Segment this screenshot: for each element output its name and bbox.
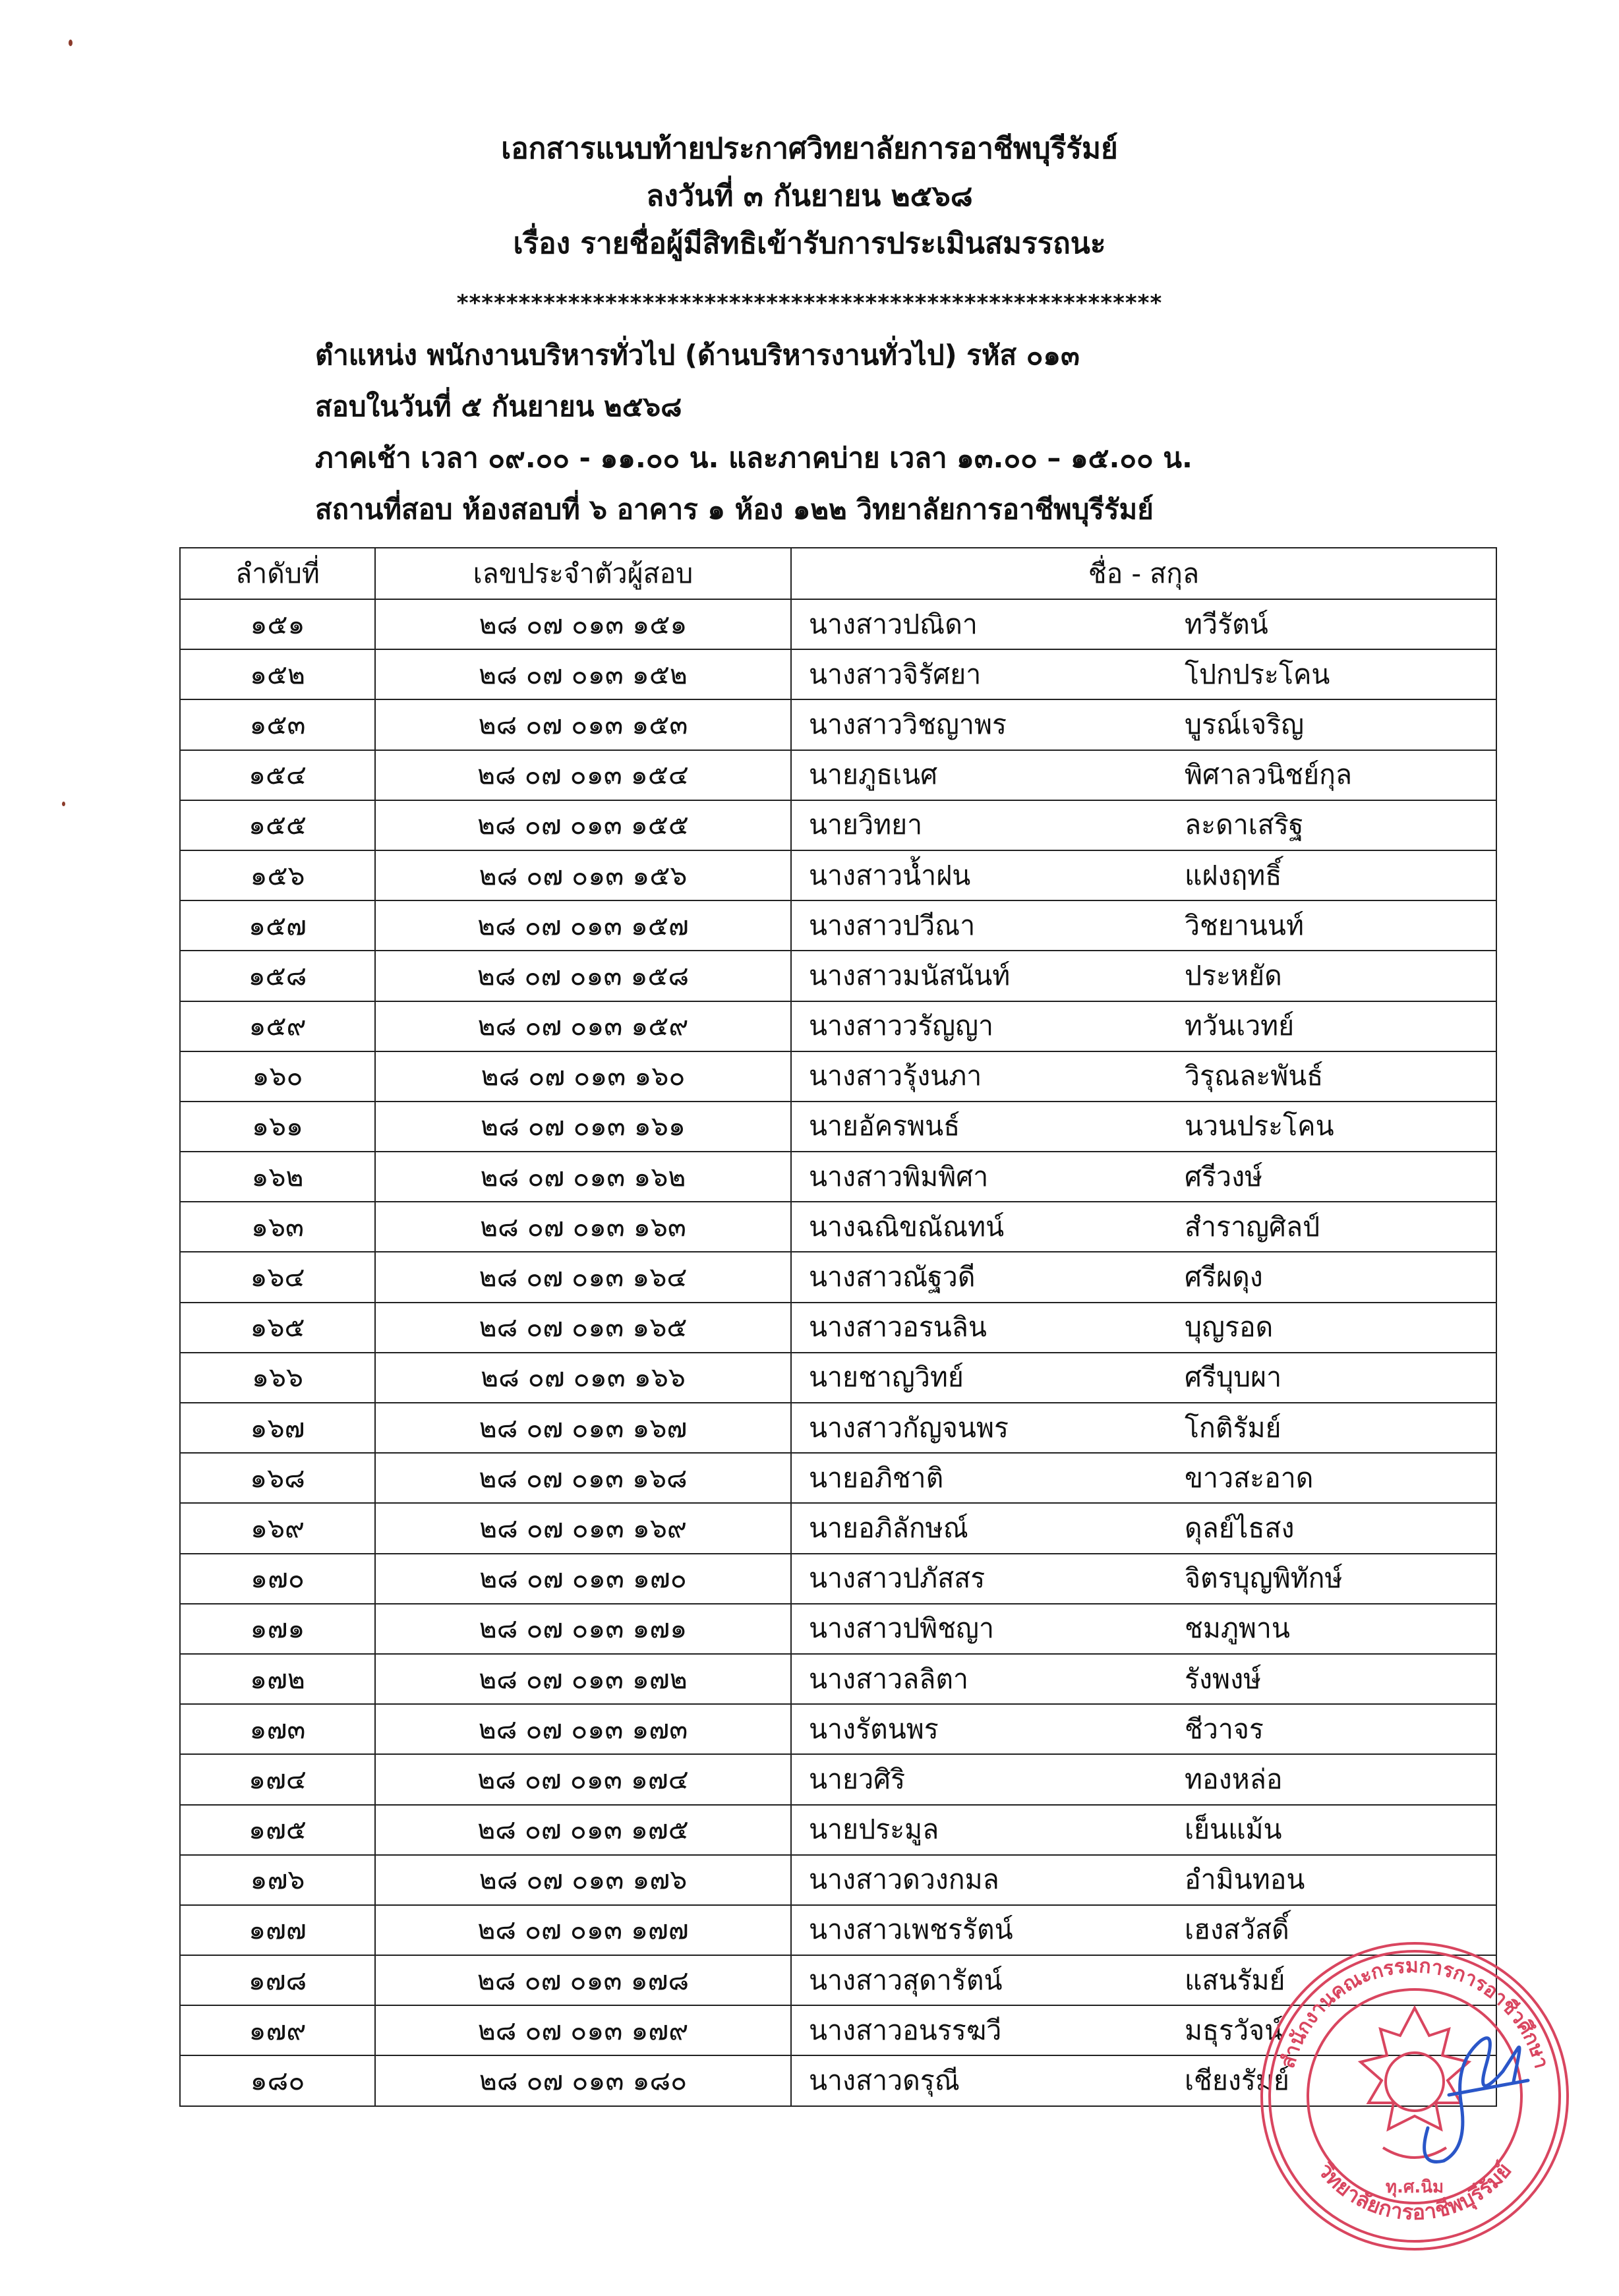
table-row	[180, 1453, 1496, 1503]
first-name: นางสาวปพิชญา	[809, 1612, 994, 1645]
cell-full-name	[791, 599, 1496, 649]
first-name: นางสาวกัญจนพร	[809, 1411, 1009, 1444]
cell-exam-id: ๒๘ ๐๗ ๐๑๓ ๑๗๗	[375, 1905, 791, 1955]
first-name: นางรัตนพร	[809, 1713, 939, 1745]
cell-full-name	[791, 1252, 1496, 1302]
cell-no: ๑๗๓	[180, 1704, 375, 1754]
cell-no: ๑๕๒	[180, 649, 375, 699]
first-name: นางสาวณัฐวดี	[809, 1261, 976, 1293]
cell-full-name	[791, 1805, 1496, 1855]
cell-exam-id: ๒๘ ๐๗ ๐๑๓ ๑๖๖	[375, 1353, 791, 1403]
cell-no: ๑๖๘	[180, 1453, 375, 1503]
first-name: นางสาวมนัสนันท์	[809, 959, 1011, 991]
cell-exam-id: ๒๘ ๐๗ ๐๑๓ ๑๗๒	[375, 1654, 791, 1704]
cell-full-name	[791, 699, 1496, 750]
cell-exam-id: ๒๘ ๐๗ ๐๑๓ ๑๖๒	[375, 1152, 791, 1202]
table-row	[180, 951, 1496, 1001]
last-name: บุญรอด	[1185, 1311, 1274, 1343]
last-name: เฮงสวัสดิ์	[1185, 1914, 1289, 1946]
table-body	[180, 599, 1496, 2106]
first-name: นายอภิลักษณ์	[809, 1512, 968, 1544]
cell-no: ๑๖๔	[180, 1252, 375, 1302]
cell-full-name	[791, 1403, 1496, 1453]
first-name: นายอภิชาติ	[809, 1461, 944, 1494]
table-row	[180, 1252, 1496, 1302]
last-name: อำมินทอน	[1185, 1864, 1305, 1896]
first-name: นายภูธเนศ	[809, 759, 938, 791]
seal-ring-text-bottom: วิทยาลัยการอาชีพบุรีรัมย์	[1312, 2158, 1517, 2225]
first-name: นายวศิริ	[809, 1763, 906, 1795]
cell-full-name	[791, 1051, 1496, 1102]
cell-no: ๑๕๑	[180, 599, 375, 649]
position-line: ตำแหน่ง พนักงานบริหารทั่วไป (ด้านบริหารงานทั่วไป) รหัส ๐๑๓	[315, 339, 1080, 371]
cell-full-name	[791, 1754, 1496, 1804]
last-name: ทวันเวทย์	[1185, 1010, 1295, 1042]
last-name: สำราญศิลป์	[1185, 1210, 1320, 1243]
table-row	[180, 900, 1496, 951]
cell-exam-id: ๒๘ ๐๗ ๐๑๓ ๑๗๙	[375, 2005, 791, 2055]
table-row	[180, 1303, 1496, 1353]
cell-exam-id: ๒๘ ๐๗ ๐๑๓ ๑๖๓	[375, 1202, 791, 1252]
cell-no: ๑๕๖	[180, 850, 375, 900]
cell-exam-id: ๒๘ ๐๗ ๐๑๓ ๑๕๘	[375, 951, 791, 1001]
cell-no: ๑๖๐	[180, 1051, 375, 1102]
first-name: นางสาวปณิดา	[809, 608, 978, 640]
cell-full-name	[791, 1303, 1496, 1353]
document-header	[0, 129, 1619, 272]
cell-no: ๑๖๓	[180, 1202, 375, 1252]
cell-no: ๑๖๑	[180, 1102, 375, 1152]
last-name: แฝงฤทธิ์	[1185, 859, 1282, 891]
cell-full-name	[791, 1102, 1496, 1152]
first-name: นางสาววิชญาพร	[809, 708, 1007, 740]
first-name: นางสาวอรนลิน	[809, 1311, 987, 1343]
last-name: ทวีรัตน์	[1185, 608, 1268, 640]
cell-exam-id: ๒๘ ๐๗ ๐๑๓ ๑๗๔	[375, 1754, 791, 1804]
table-row	[180, 1403, 1496, 1453]
last-name: ศรีผดุง	[1185, 1261, 1263, 1293]
first-name: นางสาวอนรรฆวี	[809, 2014, 1002, 2046]
cell-no: ๑๕๔	[180, 750, 375, 800]
header-full-name: ชื่อ - สกุล	[791, 548, 1496, 599]
first-name: นางฉณิขณัณทน์	[809, 1210, 1005, 1243]
cell-exam-id: ๒๘ ๐๗ ๐๑๓ ๑๗๕	[375, 1805, 791, 1855]
last-name: วิรุณละพันธ์	[1185, 1060, 1324, 1092]
cell-no: ๑๗๔	[180, 1754, 375, 1804]
last-name: แสนรัมย์	[1185, 1964, 1285, 1996]
cell-full-name	[791, 900, 1496, 951]
table-row	[180, 1001, 1496, 1051]
exam-place-line: สถานที่สอบ ห้องสอบที่ ๖ อาคาร ๑ ห้อง ๑๒๒ วิทยาลัยการอาชีพบุรีรัมย์	[315, 493, 1154, 525]
table-row	[180, 1152, 1496, 1202]
cell-full-name	[791, 1001, 1496, 1051]
table-row	[180, 1554, 1496, 1604]
last-name: จิตรบุญพิทักษ์	[1185, 1562, 1343, 1595]
last-name: ขาวสะอาด	[1185, 1461, 1314, 1494]
exam-time-line: ภาคเช้า เวลา ๐๙.๐๐ - ๑๑.๐๐ น. และภาคบ่าย เวลา ๑๓.๐๐ – ๑๕.๐๐ น.	[315, 442, 1192, 474]
last-name: ทองหล่อ	[1185, 1763, 1283, 1795]
cell-no: ๑๗๘	[180, 1955, 375, 2005]
last-name: พิศาลวนิชย์กุล	[1185, 759, 1353, 791]
last-name: บูรณ์เจริญ	[1185, 708, 1305, 740]
first-name: นายวิทยา	[809, 809, 923, 841]
cell-exam-id: ๒๘ ๐๗ ๐๑๓ ๑๖๗	[375, 1403, 791, 1453]
cell-no: ๑๕๙	[180, 1001, 375, 1051]
table-row	[180, 750, 1496, 800]
table-row	[180, 1704, 1496, 1754]
cell-full-name	[791, 1654, 1496, 1704]
cell-exam-id: ๒๘ ๐๗ ๐๑๓ ๑๖๑	[375, 1102, 791, 1152]
cell-exam-id: ๒๘ ๐๗ ๐๑๓ ๑๖๐	[375, 1051, 791, 1102]
cell-no: ๑๖๕	[180, 1303, 375, 1353]
cell-no: ๑๕๘	[180, 951, 375, 1001]
table-row	[180, 1654, 1496, 1704]
cell-no: ๑๖๖	[180, 1353, 375, 1403]
cell-exam-id: ๒๘ ๐๗ ๐๑๓ ๑๗๖	[375, 1855, 791, 1905]
exam-date-line: สอบในวันที่ ๕ กันยายน ๒๕๖๘	[315, 390, 682, 423]
last-name: โกติรัมย์	[1185, 1411, 1281, 1444]
cell-full-name	[791, 1353, 1496, 1403]
last-name: เชียงรัมย์	[1185, 2065, 1289, 2097]
cell-exam-id: ๒๘ ๐๗ ๐๑๓ ๑๖๘	[375, 1453, 791, 1503]
cell-exam-id: ๒๘ ๐๗ ๐๑๓ ๑๖๕	[375, 1303, 791, 1353]
cell-no: ๑๗๗	[180, 1905, 375, 1955]
cell-full-name	[791, 1503, 1496, 1553]
cell-exam-id: ๒๘ ๐๗ ๐๑๓ ๑๕๗	[375, 900, 791, 951]
cell-no: ๑๕๓	[180, 699, 375, 750]
table-row	[180, 1855, 1496, 1905]
header-no: ลำดับที่	[180, 548, 375, 599]
cell-full-name	[791, 1604, 1496, 1654]
first-name: นางสาวพิมพิศา	[809, 1160, 989, 1192]
first-name: นางสาววรัญญา	[809, 1010, 994, 1042]
cell-no: ๑๗๒	[180, 1654, 375, 1704]
exam-info	[315, 330, 1607, 535]
last-name: มธุรวัจน์	[1185, 2014, 1283, 2046]
first-name: นางสาวปวีณา	[809, 909, 976, 941]
cell-no: ๑๕๗	[180, 900, 375, 951]
first-name: นางสาวเพชรรัตน์	[809, 1914, 1013, 1946]
last-name: ชมภูพาน	[1185, 1612, 1290, 1645]
cell-exam-id: ๒๘ ๐๗ ๐๑๓ ๑๘๐	[375, 2055, 791, 2105]
last-name: นวนประโคน	[1185, 1110, 1334, 1142]
first-name: นายอัครพนธ์	[809, 1110, 960, 1142]
last-name: ศรีบุบผา	[1185, 1361, 1282, 1394]
table-row	[180, 1805, 1496, 1855]
header-subject: เรื่อง รายชื่อผู้มีสิทธิเข้ารับการประเมินสมรรถนะ	[513, 227, 1106, 260]
cell-exam-id: ๒๘ ๐๗ ๐๑๓ ๑๖๔	[375, 1252, 791, 1302]
scan-speck	[62, 802, 65, 806]
first-name: นางสาวสุดารัตน์	[809, 1964, 1003, 1996]
first-name: นางสาวดรุณี	[809, 2065, 960, 2097]
cell-exam-id: ๒๘ ๐๗ ๐๑๓ ๑๗๐	[375, 1554, 791, 1604]
cell-no: ๑๗๑	[180, 1604, 375, 1654]
first-name: นางสาวดวงกมล	[809, 1864, 999, 1896]
first-name: นางสาวลลิตา	[809, 1663, 969, 1695]
cell-exam-id: ๒๘ ๐๗ ๐๑๓ ๑๕๙	[375, 1001, 791, 1051]
signature-mark	[1425, 2038, 1528, 2162]
seal-outer-ring-inner	[1270, 1951, 1560, 2241]
table-row	[180, 1051, 1496, 1102]
table-row	[180, 1503, 1496, 1553]
last-name: เย็นแม้น	[1185, 1813, 1282, 1846]
first-name: นางสาวจิรัศยา	[809, 658, 982, 690]
cell-full-name	[791, 1453, 1496, 1503]
cell-exam-id: ๒๘ ๐๗ ๐๑๓ ๑๗๑	[375, 1604, 791, 1654]
cell-exam-id: ๒๘ ๐๗ ๐๑๓ ๑๗๓	[375, 1704, 791, 1754]
cell-full-name	[791, 750, 1496, 800]
cell-no: ๑๖๙	[180, 1503, 375, 1553]
last-name: รังพงษ์	[1185, 1663, 1262, 1695]
official-seal	[1251, 1930, 1574, 2260]
seal-ring-text-top: สำนักงานคณะกรรมการการอาชีวศึกษา	[1276, 1954, 1553, 2071]
table-header-row	[180, 548, 1496, 599]
cell-full-name	[791, 951, 1496, 1001]
candidate-table	[179, 547, 1497, 2107]
cell-exam-id: ๒๘ ๐๗ ๐๑๓ ๑๕๕	[375, 800, 791, 850]
header-date: ลงวันที่ ๓ กันยายน ๒๕๖๘	[646, 179, 973, 213]
cell-full-name	[791, 1152, 1496, 1202]
cell-exam-id: ๒๘ ๐๗ ๐๑๓ ๑๕๑	[375, 599, 791, 649]
cell-exam-id: ๒๘ ๐๗ ๐๑๓ ๑๕๔	[375, 750, 791, 800]
cell-full-name	[791, 1855, 1496, 1905]
first-name: นางสาวรุ้งนภา	[809, 1060, 982, 1092]
header-title: เอกสารแนบท้ายประกาศวิทยาลัยการอาชีพบุรีรัมย์	[501, 132, 1118, 165]
cell-no: ๑๕๕	[180, 800, 375, 850]
first-name: นางสาวน้ำฝน	[809, 859, 971, 891]
last-name: โปกประโคน	[1185, 658, 1330, 690]
header-exam-id: เลขประจำตัวผู้สอบ	[375, 548, 791, 599]
cell-full-name	[791, 1554, 1496, 1604]
cell-full-name	[791, 850, 1496, 900]
table-row	[180, 850, 1496, 900]
cell-full-name	[791, 800, 1496, 850]
last-name: วิชยานนท์	[1185, 909, 1304, 941]
first-name: นายชาญวิทย์	[809, 1361, 964, 1394]
table-row	[180, 1102, 1496, 1152]
first-name: นายประมูล	[809, 1813, 939, 1846]
table-row	[180, 1202, 1496, 1252]
last-name: ละดาเสริฐ	[1185, 809, 1304, 841]
table-row	[180, 699, 1496, 750]
separator-stars: *********************************************************	[456, 290, 1163, 316]
seal-ribbon	[1383, 2148, 1446, 2158]
cell-exam-id: ๒๘ ๐๗ ๐๑๓ ๑๕๓	[375, 699, 791, 750]
cell-no: ๑๗๐	[180, 1554, 375, 1604]
cell-no: ๑๘๐	[180, 2055, 375, 2105]
seal-emblem-center	[1386, 2053, 1444, 2111]
table-row	[180, 1353, 1496, 1403]
first-name: นางสาวปภัสสร	[809, 1562, 986, 1595]
cell-no: ๑๗๙	[180, 2005, 375, 2055]
cell-exam-id: ๒๘ ๐๗ ๐๑๓ ๑๖๙	[375, 1503, 791, 1553]
cell-no: ๑๗๖	[180, 1855, 375, 1905]
scan-speck	[69, 40, 73, 46]
last-name: ดุลย์ไธสง	[1185, 1512, 1295, 1544]
cell-no: ๑๖๒	[180, 1152, 375, 1202]
cell-full-name	[791, 1202, 1496, 1252]
cell-no: ๑๗๕	[180, 1805, 375, 1855]
table-row	[180, 599, 1496, 649]
cell-full-name	[791, 1704, 1496, 1754]
cell-exam-id: ๒๘ ๐๗ ๐๑๓ ๑๕๖	[375, 850, 791, 900]
table-row	[180, 800, 1496, 850]
last-name: ชีวาจร	[1185, 1713, 1264, 1745]
cell-exam-id: ๒๘ ๐๗ ๐๑๓ ๑๕๒	[375, 649, 791, 699]
table-row	[180, 1604, 1496, 1654]
seal-center-text: ทุ.ศ.นิม	[1385, 2177, 1444, 2197]
cell-exam-id: ๒๘ ๐๗ ๐๑๓ ๑๗๘	[375, 1955, 791, 2005]
last-name: ศรีวงษ์	[1185, 1160, 1263, 1192]
cell-no: ๑๖๗	[180, 1403, 375, 1453]
cell-full-name	[791, 649, 1496, 699]
table-row	[180, 1754, 1496, 1804]
table-row	[180, 649, 1496, 699]
last-name: ประหยัด	[1185, 959, 1282, 991]
